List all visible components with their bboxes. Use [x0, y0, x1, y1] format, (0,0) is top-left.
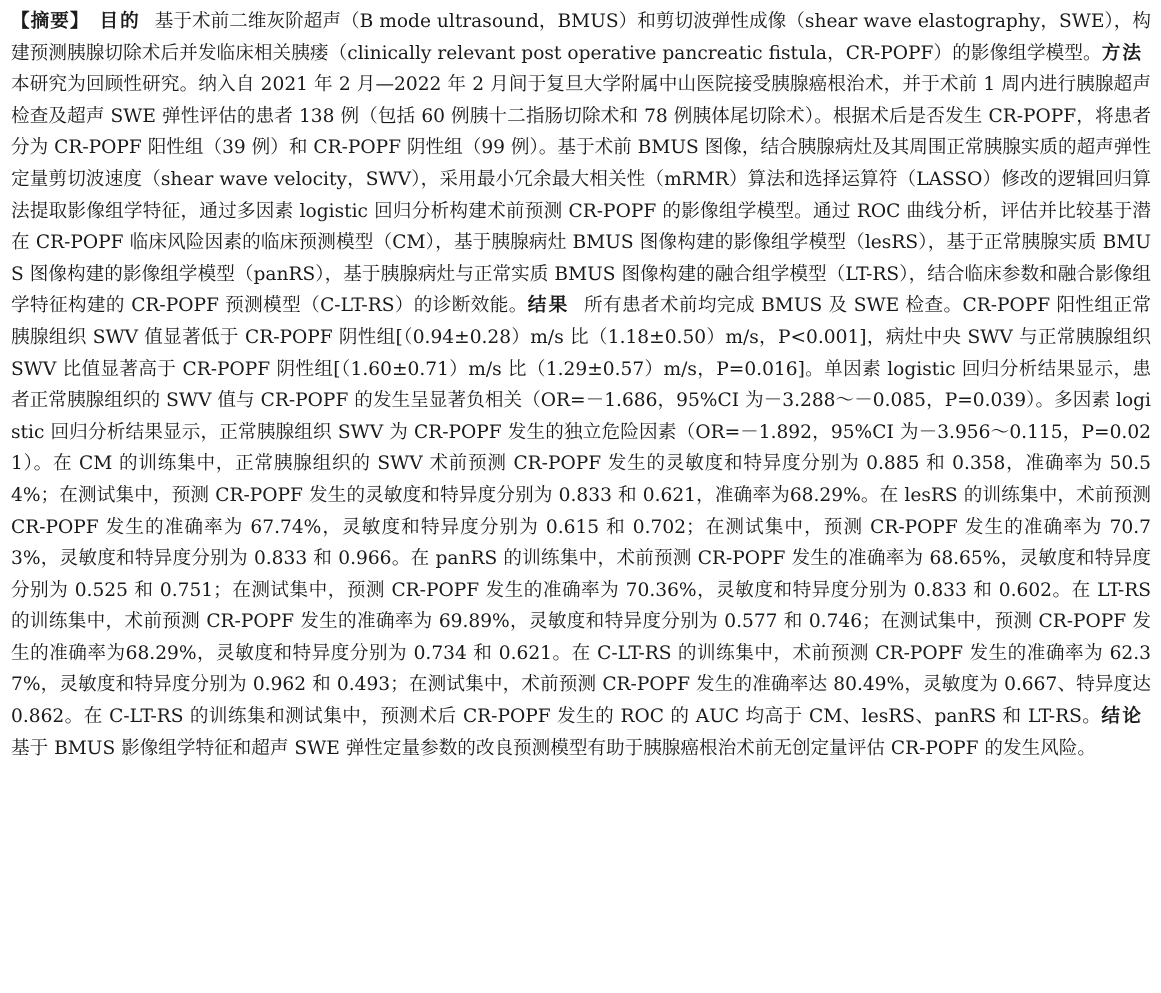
- objective-text: 基于术前二维灰阶超声（B mode ultrasound，BMUS）和剪切波弹性成像（shear wave elastography，SWE），构建预测胰腺切除术后并发临床相关胰瘘（clinically relevant post operative pancreatic fistula，CR-POPF）的影像组学模型。: [11, 11, 1151, 64]
- objective-heading: 目的: [99, 11, 141, 32]
- methods-text: 本研究为回顾性研究。纳入自 2021 年 2 月—2022 年 2 月间于复旦大学附属中山医院接受胰腺癌根治术，并于术前 1 周内进行胰腺超声检查及超声 SWE 弹性评估的患者 138 例（包括 60 例胰十二指肠切除术和 78 例胰体尾切除术）。根据术后是否发生 CR-POPF，将患者分为 CR-POPF 阳性组（39 例）和 CR-POPF 阴性组（99 例）。基于术前 BMUS 图像，结合胰腺病灶及其周围正常胰腺实质的超声弹性定量剪切波速度（shear wave velocity，SWV），采用最小冗余最大相关性（mRMR）算法和选择运算符（LASSO）修改的逻辑回归算法提取影像组学特征，通过多因素 logistic 回归分析构建术前预测 CR-POPF 的影像组学模型。通过 ROC 曲线分析，评估并比较基于潜在 CR-POPF 临床风险因素的临床预测模型（CM），基于胰腺病灶 BMUS 图像构建的影像组学模型（lesRS），基于正常胰腺实质 BMUS 图像构建的影像组学模型（panRS），基于胰腺病灶与正常实质 BMUS 图像构建的融合组学模型（LT-RS），结合临床参数和融合影像组学特征构建的 CR-POPF 预测模型（C-LT-RS）的诊断效能。: [11, 74, 1151, 317]
- conclusion-text: 基于 BMUS 影像组学特征和超声 SWE 弹性定量参数的改良预测模型有助于胰腺癌根治术前无创定量评估 CR-POPF 的发生风险。: [11, 737, 1096, 759]
- abstract-paragraph: [11, 6, 1151, 764]
- results-heading: 结果: [527, 295, 570, 317]
- results-text: 所有患者术前均完成 BMUS 及 SWE 检查。CR-POPF 阳性组正常胰腺组织 SWV 值显著低于 CR-POPF 阴性组[（0.94±0.28）m/s 比（1.18±0.50）m/s，P<0.001]，病灶中央 SWV 与正常胰腺组织 SWV 比值显著高于 CR-POPF 阴性组[（1.60±0.71）m/s 比（1.29±0.57）m/s，P=0.016]。单因素 logistic 回归分析结果显示，患者正常胰腺组织的 SWV 值与 CR-POPF 的发生呈显著负相关（OR=－1.686，95%CI 为－3.288～－0.085，P=0.039）。多因素 logistic 回归分析结果显示，正常胰腺组织 SWV 为 CR-POPF 发生的独立危险因素（OR=－1.892，95%CI 为－3.956～0.115，P=0.021）。在 CM 的训练集中，正常胰腺组织的 SWV 术前预测 CR-POPF 发生的灵敏度和特异度分别为 0.885 和 0.358，准确率为 50.54%；在测试集中，预测 CR-POPF 发生的灵敏度和特异度分别为 0.833 和 0.621，准确率为68.29%。在 lesRS 的训练集中，术前预测 CR-POPF 发生的准确率为 67.74%，灵敏度和特异度分别为 0.615 和 0.702；在测试集中，预测 CR-POPF 发生的准确率为 70.73%，灵敏度和特异度分别为 0.833 和 0.966。在 panRS 的训练集中，术前预测 CR-POPF 发生的准确率为 68.65%，灵敏度和特异度分别为 0.525 和 0.751；在测试集中，预测 CR-POPF 发生的准确率为 70.36%，灵敏度和特异度分别为 0.833 和 0.602。在 LT-RS 的训练集中，术前预测 CR-POPF 发生的准确率为 69.89%，灵敏度和特异度分别为 0.577 和 0.746；在测试集中，预测 CR-POPF 发生的准确率为68.29%，灵敏度和特异度分别为 0.734 和 0.621。在 C-LT-RS 的训练集中，术前预测 CR-POPF 发生的准确率为 62.37%，灵敏度和特异度分别为 0.962 和 0.493；在测试集中，术前预测 CR-POPF 发生的准确率达 80.49%，灵敏度为 0.667、特异度达0.862。在 C-LT-RS 的训练集和测试集中，预测术后 CR-POPF 发生的 ROC 的 AUC 均高于 CM、lesRS、panRS 和 LT-RS。: [11, 295, 1151, 728]
- conclusion-heading: 结论: [1101, 706, 1143, 728]
- abstract-label: 【摘要】: [11, 11, 90, 32]
- methods-heading: 方法: [1101, 42, 1143, 64]
